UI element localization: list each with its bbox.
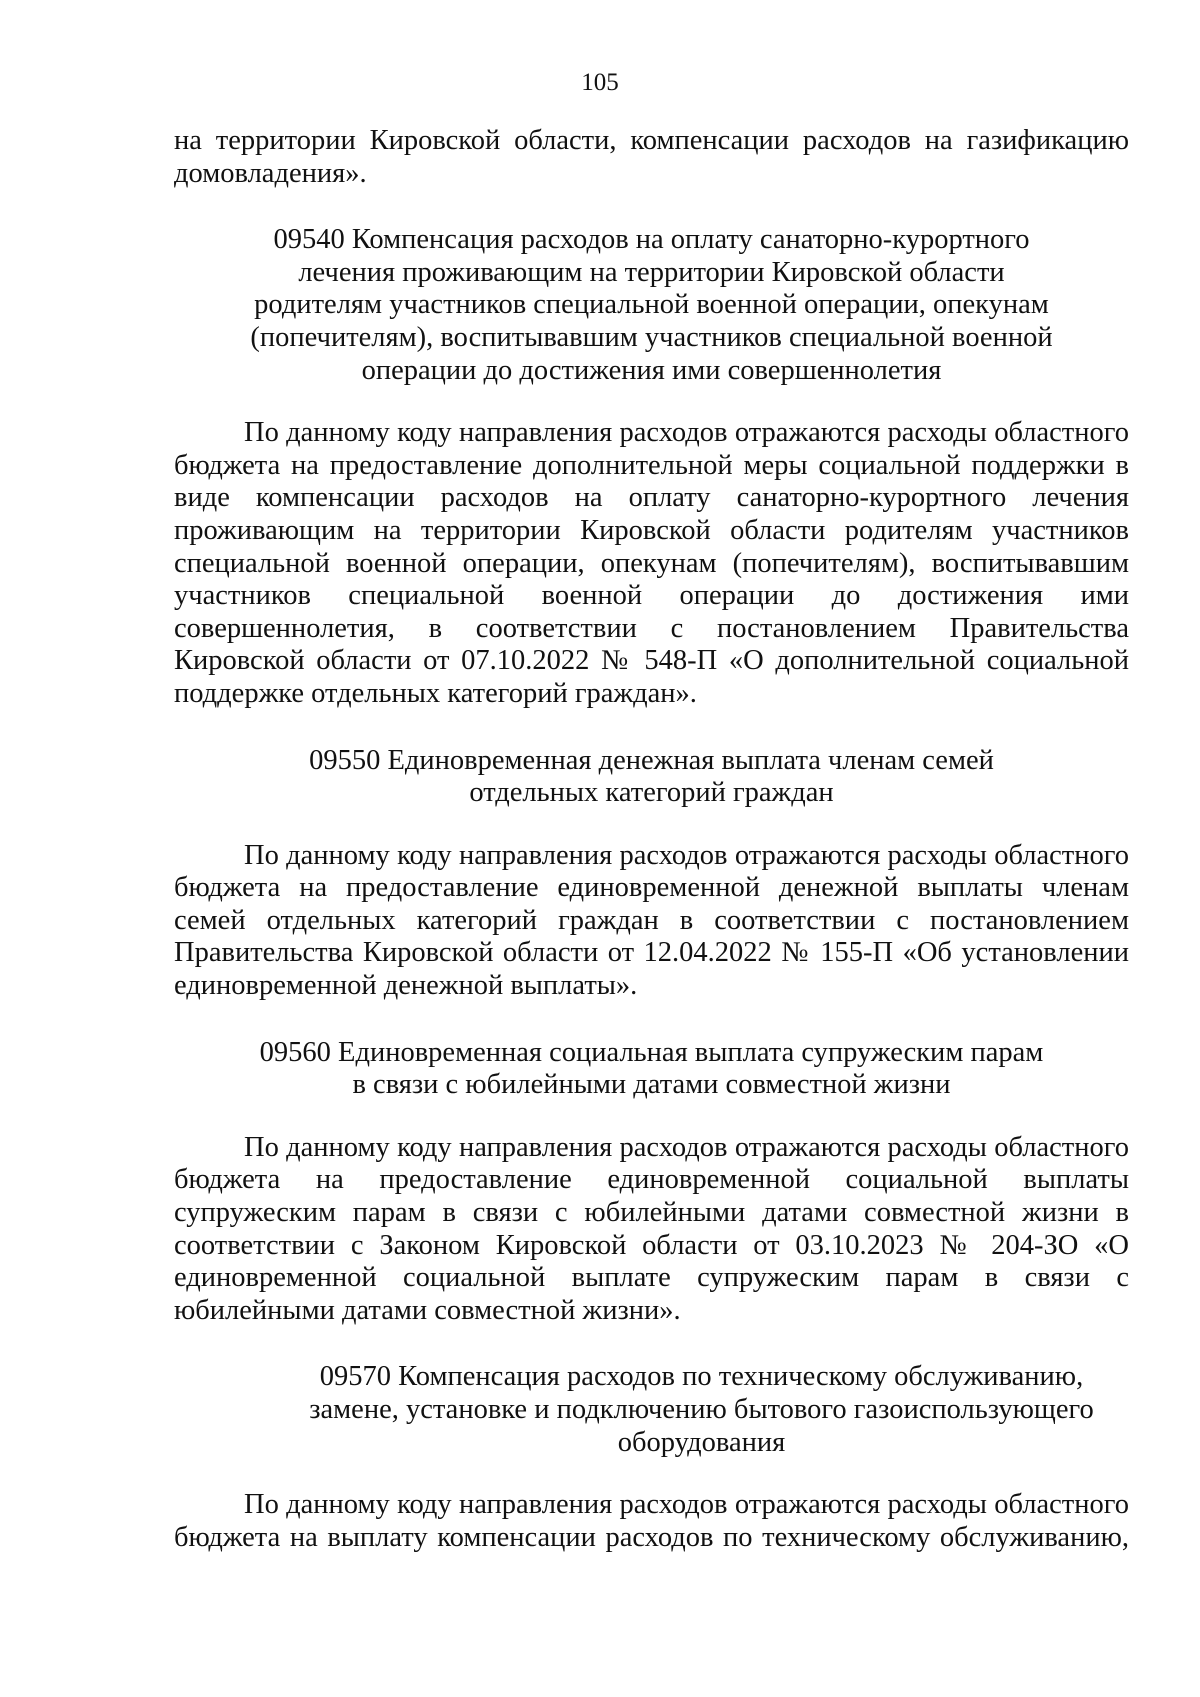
section-heading-09570 bbox=[174, 1361, 1129, 1459]
heading-line: 09550 Единовременная денежная выплата членам семей bbox=[309, 744, 994, 776]
heading-line: 09540 Компенсация расходов на оплату санаторно-курортного bbox=[273, 224, 1030, 256]
heading-line: лечения проживающим на территории Кировской области bbox=[298, 256, 1005, 288]
document-body bbox=[174, 125, 1129, 1554]
heading-line: (попечителям), воспитывавшим участников специальной военной bbox=[250, 321, 1053, 353]
heading-line: в связи с юбилейными датами совместной жизни bbox=[352, 1069, 951, 1101]
section-heading-09540 bbox=[174, 224, 1129, 387]
heading-line: 09570 Компенсация расходов по техническому обслуживанию, bbox=[319, 1361, 1084, 1393]
heading-line: оборудования bbox=[617, 1426, 786, 1458]
heading-line: операции до достижения ими совершеннолетия bbox=[361, 354, 942, 386]
section-heading-09550 bbox=[174, 745, 1129, 810]
heading-line: замене, установке и подключению бытового газоиспользующего bbox=[309, 1394, 1094, 1425]
heading-line: отдельных категорий граждан bbox=[469, 777, 834, 809]
section-heading-09560 bbox=[174, 1037, 1129, 1102]
section-body-09550: По данному коду направления расходов отражаются расходы областного бюджета на предоставление единовременной денежной выплаты членам семей отдельных категорий граждан в соответствии с постановлением Правительства Кировской области от 12.04.2022 № 155-П «Об установлении единовременной денежной выплаты». bbox=[174, 839, 1129, 1002]
heading-line: родителям участников специальной военной операции, опекунам bbox=[254, 289, 1049, 321]
page-number: 105 bbox=[581, 69, 619, 96]
section-body-09560: По данному коду направления расходов отражаются расходы областного бюджета на предоставление единовременной социальной выплаты супружеским парам в связи с юбилейными датами совместной жизни в соответствии с Законом Кировской области от 03.10.2023 № 204-ЗО «О единовременной социальной выплате супружеским парам в связи с юбилейными датами совместной жизни». bbox=[174, 1131, 1129, 1326]
intro-paragraph: на территории Кировской области, компенсации расходов на газификацию домовладения». bbox=[174, 125, 1129, 189]
section-body-09570: По данному коду направления расходов отражаются расходы областного бюджета на выплату компенсации расходов по техническому обслуживанию, bbox=[174, 1489, 1129, 1553]
heading-line: 09560 Единовременная социальная выплата супружеским парам bbox=[259, 1036, 1044, 1068]
section-body-09540: По данному коду направления расходов отражаются расходы областного бюджета на предоставление дополнительной меры социальной поддержки в виде компенсации расходов на оплату санаторно-курортного лечения проживающим на территории Кировской области родителям участников специальной военной операции, опекунам (попечителям), воспитывавшим участников специальной военной операции до достижения ими совершеннолетия, в соответствии с постановлением Правительства Кировской области от 07.10.2022 № 548-П «О дополнительной социальной поддержке отдельных категорий граждан». bbox=[174, 417, 1129, 709]
